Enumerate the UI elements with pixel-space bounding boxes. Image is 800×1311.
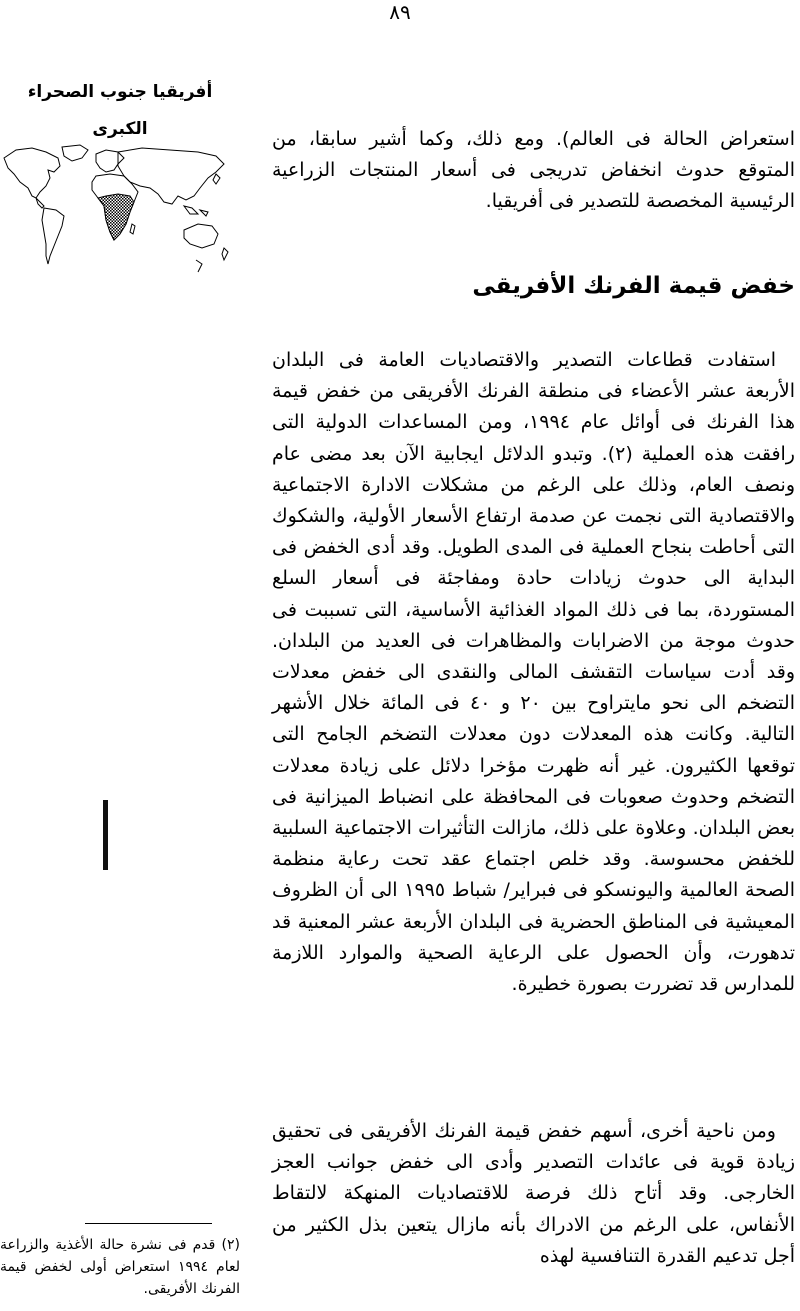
world-map-icon [2,144,240,276]
region-title-line-1: أفريقيا جنوب الصحراء [27,82,213,102]
map-australia [184,224,218,248]
map-antarctica-hint [196,260,202,272]
body-paragraph-1: استعراض الحالة فى العالم). ومع ذلك، وكما أشير سابقا، من المتوقع حدوث انخفاض تدريجى فى أسعار المنتجات الزراعية الرئيسية المخصصة للتصدير فى أفريقيا. [272,128,795,213]
body-paragraph-2: استفادت قطاعات التصدير والاقتصاديات العامة فى البلدان الأربعة عشر الأعضاء فى منطقة الفرنك الأفريقى من خفض قيمة هذا الفرنك فى أوائل عام ١٩٩٤، ومن المساعدات الدولية التى رافقت هذه العملية (٢). وتبدو الدلائل ايجابية الآن بعد مضى عام ونصف العام، وذلك على الرغم من مشكلات الادارة الاجتماعية والاقتصادية التى نجمت عن صدمة ارتفاع الأسعار الأولية، والشكوك التى أحاطت بنجاح العملية فى المدى الطويل. وقد أدى الخفض فى البداية الى حدوث زيادات حادة ومفاجئة فى أسعار السلع المستوردة، بما فى ذلك المواد الغذائية الأساسية، التى تسببت فى حدوث موجة من الاضرابات والمظاهرات فى العديد من البلدان. وقد أدت سياسات التقشف المالى والنقدى الى خفض معدلات التضخم الى نحو مايتراوح بين ٢٠ و ٤٠ فى المائة خلال الأشهر التالية. وكانت هذه المعدلات دون معدلات التضخم الجامح التى توقعها الكثيرون. غير أنه ظهرت مؤخرا دلائل على زيادة معدلات التضخم وحدوث صعوبات فى المحافظة على انضباط الميزانية فى بعض البلدان. وعلاوة على ذلك، مازالت التأثيرات الاجتماعية السلبية للخفض محسوسة. وقد خلص اجتماع عقد تحت رعاية منظمة الصحة العالمية واليونسكو فى فبراير/ شباط ١٩٩٥ الى أن الظروف المعيشية فى المناطق الحضرية فى البلدان الأربعة عشر المعنية قد تدهورت، وأن الحصول على الرعاية الصحية والموارد اللازمة للمدارس قد تضررت بصورة خطيرة. [272,349,796,996]
map-central-america [36,198,44,208]
footnote: (٢) قدم فى نشرة حالة الأغذية والزراعة لعام ١٩٩٤ استعراض أولى لخفض قيمة الفرنك الأفريقى. [0,1237,241,1297]
map-asia [118,148,224,204]
map-new-zealand [222,248,228,260]
map-north-america [4,148,60,198]
section-heading: خفض قيمة الفرنك الأفريقى [472,273,795,299]
body-paragraph-3: ومن ناحية أخرى، أسهم خفض قيمة الفرنك الأفريقى فى تحقيق زيادة قوية فى عائدات التصدير وأدى الى خفض جوانب العجز الخارجى. وقد أتاح ذلك فرصة للاقتصاديات المنهكة لالتقاط الأنفاس، على الرغم من الادراك بأنه مازال يتعين بذل الكثير من أجل تدعيم القدرة التنافسية لهذه [272,1120,795,1267]
map-sub-saharan-highlight [98,194,134,240]
map-japan [213,174,220,184]
map-madagascar [130,224,135,234]
footnote-divider [85,1223,212,1224]
map-islands [184,206,208,216]
page-number: ٨٩ [389,0,411,24]
map-south-america [42,208,64,264]
map-greenland [62,145,88,161]
region-title-line-2: الكبرى [92,119,148,139]
margin-mark [103,800,108,870]
region-title [0,74,240,148]
